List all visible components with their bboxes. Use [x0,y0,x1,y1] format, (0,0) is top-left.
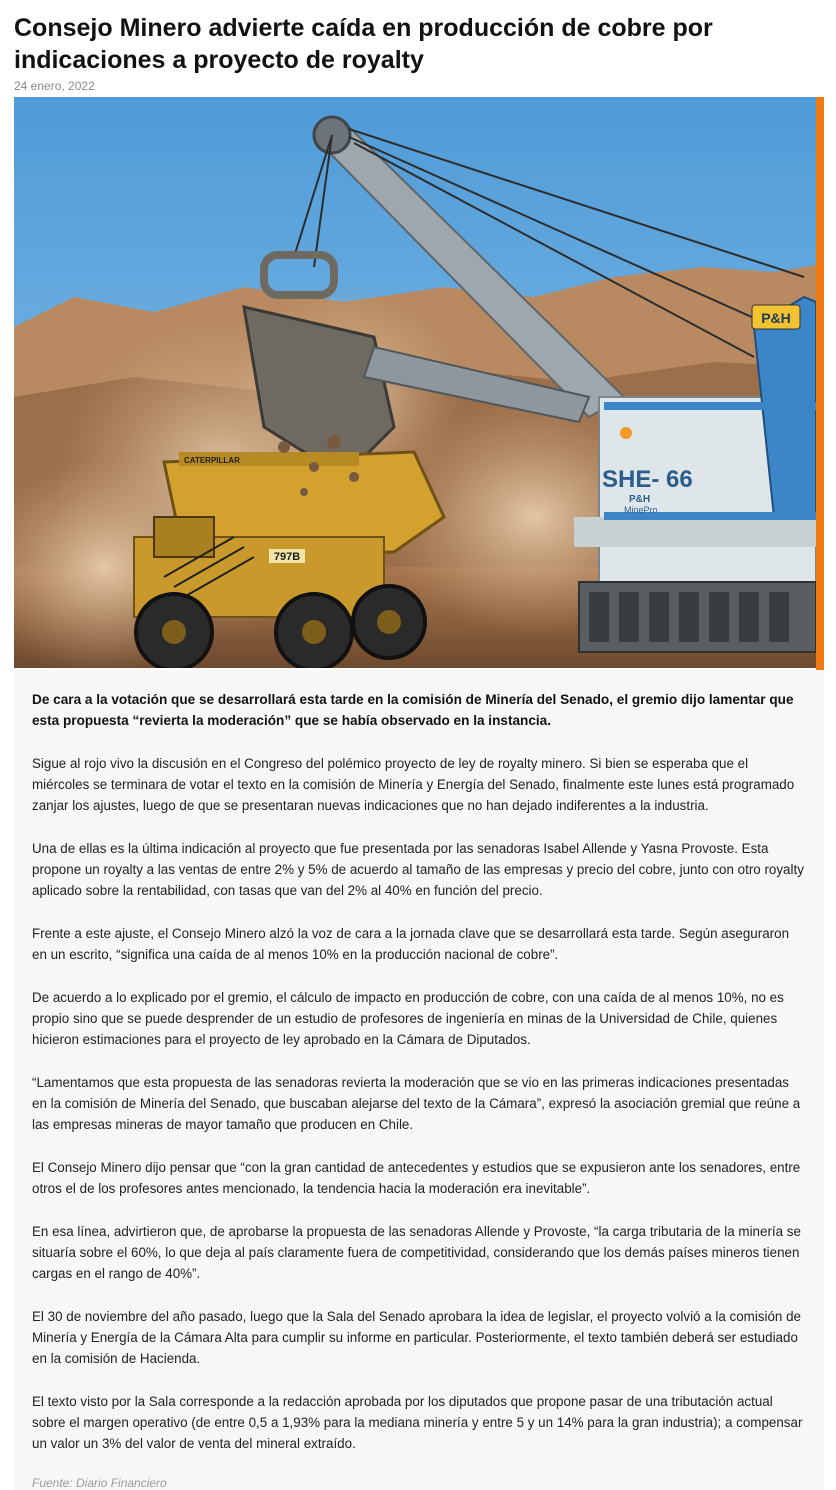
truck-cab [154,517,214,557]
nameplate-line1: P&H [629,494,651,505]
article-lead: De cara a la votación que se desarrollará esta tarde en la comisión de Minería del Senado, el gremio dijo lamentar que esta propuesta “revierta la moderación” que se había observado en la instancia. [32,692,794,728]
article-source: Fuente: Diario Financiero [32,1476,167,1490]
shovel-platform [574,517,816,547]
paragraph-7: En esa línea, advirtieron que, de aprobarse la propuesta de las senadoras Allende y Provoste, “la carga tributaria de la minería se situaría sobre el 60%, lo que deja al país claramente fuera de competitividad, considerando que los demás países mineros tienen cargas en el rango de 40%”. [32,1224,801,1281]
paragraph-3: Frente a este ajuste, el Consejo Minero alzó la voz de cara a la jornada clave que se desarrollará esta tarde. Según aseguraron en un escrito, “significa una caída de al menos 10% en la producción nacional de cobre”. [32,926,790,962]
article-body [14,670,824,1490]
article-title: Consejo Minero advierte caída en producción de cobre por indicaciones a proyecto de royalty [14,14,713,74]
accent-rail [816,97,824,670]
shovel-id: SHE- 66 [602,466,693,493]
paragraph-2: Una de ellas es la última indicación al proyecto que fue presentada por las senadoras Isabel Allende y Yasna Provoste. Esta propone un royalty a las ventas de entre 2% y 5% de acuerdo al tamaño de las empresas y precio del cobre, junto con otro royalty aplicado sobre la rentabilidad, con tasas que van del 2% al 40% en función del precio. [32,841,804,898]
truck-id: 797B [273,551,301,563]
nameplate-line2: MinePro [624,505,658,515]
paragraph-1: Sigue al rojo vivo la discusión en el Congreso del polémico proyecto de ley de royalty minero. Si bien se esperaba que el miércoles se terminara de votar el texto en la comisión de Minería y Energía del Senado, finalmente este lunes está programado zanjar los ajustes, luego de que se presentaran nuevas indicaciones que no han dejado indiferentes a la industria. [32,756,795,813]
paragraph-4: De acuerdo a lo explicado por el gremio, el cálculo de impacto en producción de cobre, con una caída de al menos 10%, no es propio sino que se puede desprender de un estudio de profesores de ingeniería en minas de la Universidad de Chile, quienes hicieron estimaciones para el proyecto de ley aprobado en la Cámara de Diputados. [32,990,784,1047]
gantry-rail [604,402,816,410]
brand-badge-text: P&H [761,310,791,326]
paragraph-8: El 30 de noviembre del año pasado, luego que la Sala del Senado aprobara la idea de legislar, el proyecto volvió a la comisión de Minería y Energía de la Cámara Alta para cumplir su informe en particular. Posteriormente, el texto también deberá ser estudiado en la comisión de Hacienda. [32,1309,801,1366]
paragraph-5: “Lamentamos que esta propuesta de las senadoras revierta la moderación que se vio en las primeras indicaciones presentadas en la comisión de Minería del Senado, que buscaban alejarse del texto de la Cámara”, expresó la asociación gremial que reúne a las empresas mineras de mayor tamaño que producen en Chile. [32,1075,801,1132]
warning-light [620,427,632,439]
paragraph-9: El texto visto por la Sala corresponde a la redacción aprobada por los diputados que propone pasar de una tributación actual sobre el margen operativo (de entre 0,5 a 1,93% para la mediana minería y entre 5 y un 14% para la gran industria); a compensar un valor un 3% del valor de venta del mineral extraído. [32,1394,803,1451]
truck-brand: CATERPILLAR [184,456,240,465]
crawler-treads [589,592,789,642]
article-photo [14,97,816,668]
publish-date: 24 enero, 2022 [14,79,95,93]
paragraph-6: El Consejo Minero dijo pensar que “con la gran cantidad de antecedentes y estudios que se expusieron ante los senadores, entre otros el de los profesores antes mencionado, la tendencia hacia la moderación era inevitable”. [32,1160,801,1196]
